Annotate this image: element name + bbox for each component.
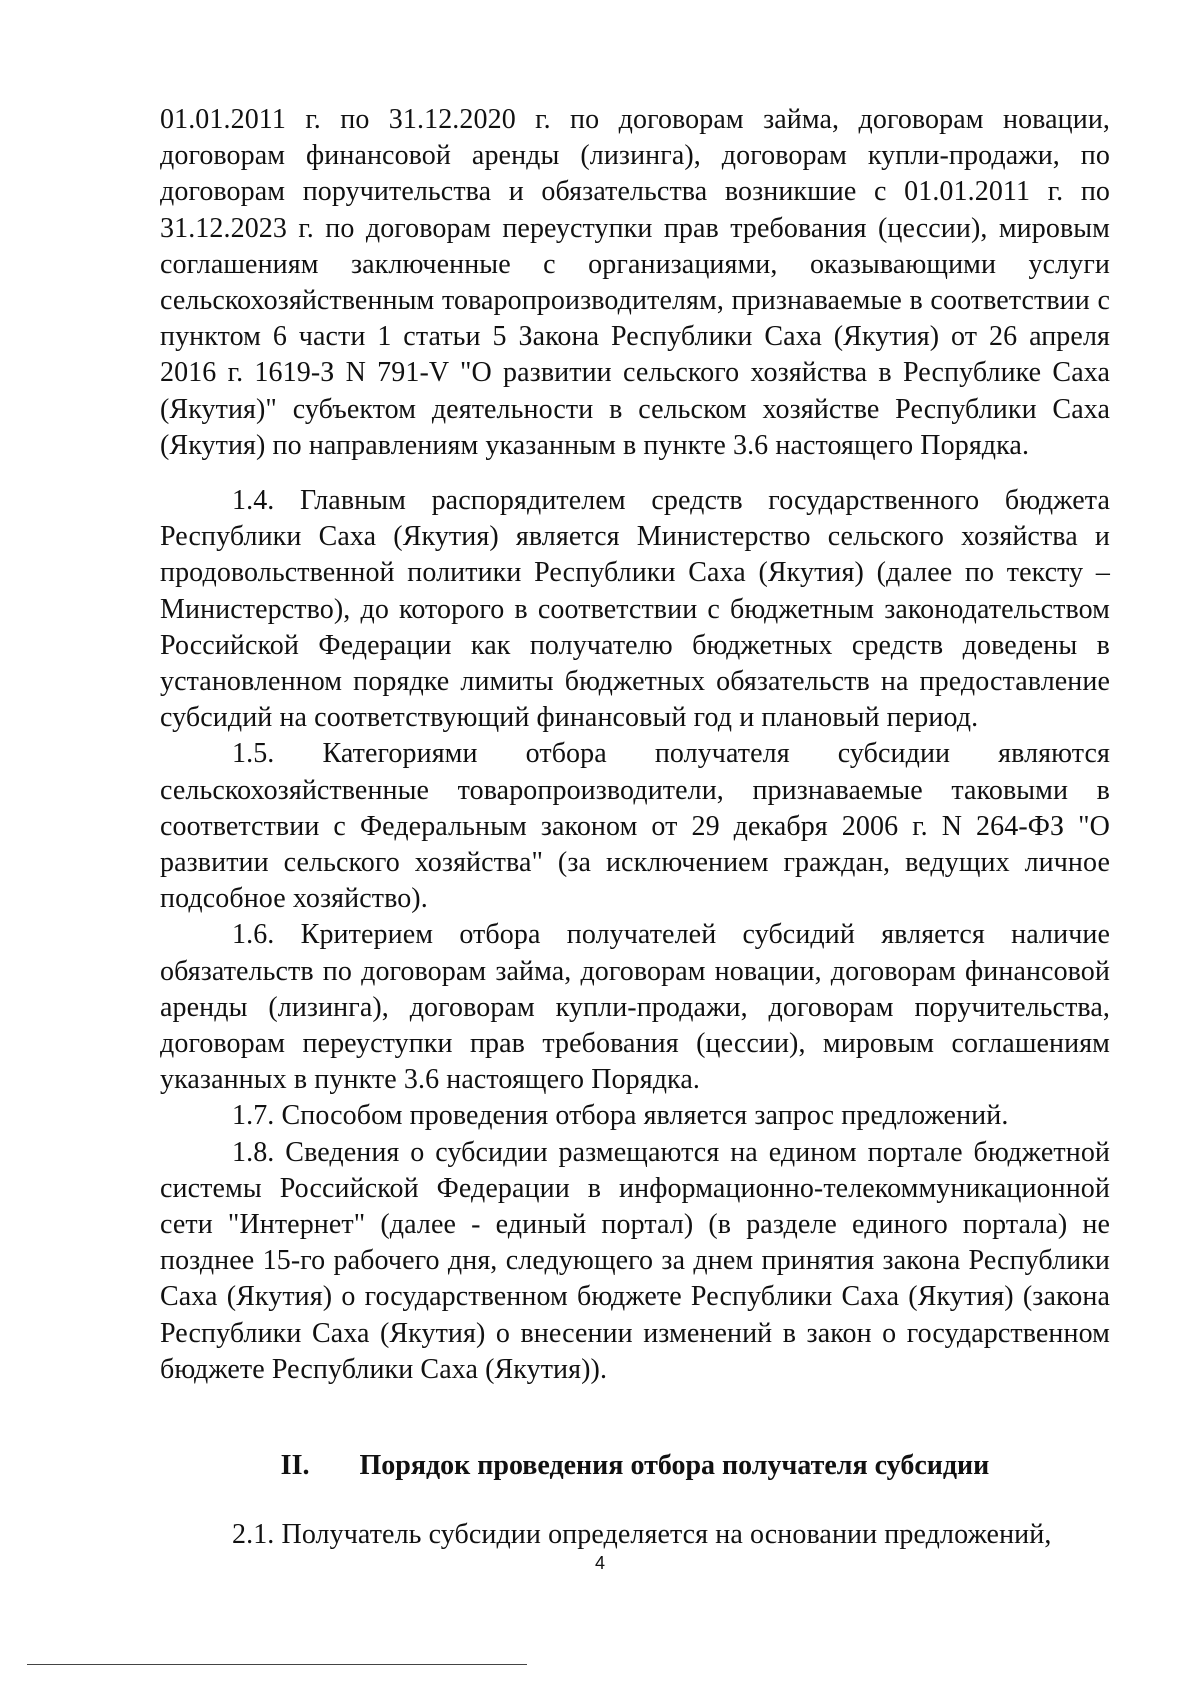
- paragraph-1-8: 1.8. Сведения о субсидии размещаются на едином портале бюджетной системы Российской Федерации в информационно-телекоммуникационной сети "Интернет" (далее - единый портал) (в разделе единого портала) не позднее 15-го рабочего дня, следующего за днем принятия закона Республики Саха (Якутия) о государственном бюджете Республики Саха (Якутия) (закона Республики Саха (Якутия) о внесении изменений в закон о государственном бюджете Республики Саха (Якутия)).: [160, 1136, 1110, 1385]
- paragraph-1-6: 1.6. Критерием отбора получателей субсидий является наличие обязательств по договорам займа, договорам новации, договорам финансовой аренды (лизинга), договорам купли-продажи, договорам поручительства, договорам переуступки прав требования (цессии), мировым соглашениям указанных в пункте 3.6 настоящего Порядка.: [160, 919, 1110, 1096]
- paragraph-1-7: 1.7. Способом проведения отбора является запрос предложений.: [232, 1100, 1009, 1132]
- body-text-section-2: [160, 1517, 1110, 1553]
- body-text-continuation: [160, 102, 1110, 464]
- paragraph-1-4: 1.4. Главным распорядителем средств государственного бюджета Республики Саха (Якутия) является Министерство сельского хозяйства и продовольственной политики Республики Саха (Якутия) (далее по тексту – Министерство), до которого в соответствии с бюджетным законодательством Российской Федерации как получателю бюджетных средств доведены в установленном порядке лимиты бюджетных обязательств на предоставление субсидий на соответствующий финансовый год и плановый период.: [160, 485, 1110, 734]
- section-title: Порядок проведения отбора получателя субсидии: [359, 1450, 990, 1481]
- section-heading: [160, 1448, 1110, 1484]
- page-number: 4: [594, 1553, 605, 1573]
- paragraph-1-5: 1.5. Категориями отбора получателя субсидии являются сельскохозяйственные товаропроизводители, признаваемые таковыми в соответствии с Федеральным законом от 29 декабря 2006 г. N 264-ФЗ "О развитии сельского хозяйства" (за исключением граждан, ведущих личное подсобное хозяйство).: [160, 738, 1110, 915]
- paragraph-continuation: 01.01.2011 г. по 31.12.2020 г. по договорам займа, договорам новации, договорам финансовой аренды (лизинга), договорам купли-продажи, по договорам поручительства и обязательства возникшие с 01.01.2011 г. по 31.12.2023 г. по договорам переуступки прав требования (цессии), мировым соглашениям заключенные с организациями, оказывающими услуги сельскохозяйственным товаропроизводителям, признаваемые в соответствии с пунктом 6 части 1 статьи 5 Закона Республики Саха (Якутия) от 26 апреля 2016 г. 1619-З N 791-V "О развитии сельского хозяйства в Республике Саха (Якутия)" субъектом деятельности в сельском хозяйстве Республики Саха (Якутия) по направлениям указанным в пункте 3.6 настоящего Порядка.: [160, 104, 1110, 461]
- paragraph-2-1: 2.1. Получатель субсидии определяется на основании предложений,: [232, 1519, 1052, 1550]
- body-text-section-1: [160, 483, 1110, 1388]
- section-number: II.: [280, 1450, 310, 1481]
- footer-divider: [27, 1664, 527, 1665]
